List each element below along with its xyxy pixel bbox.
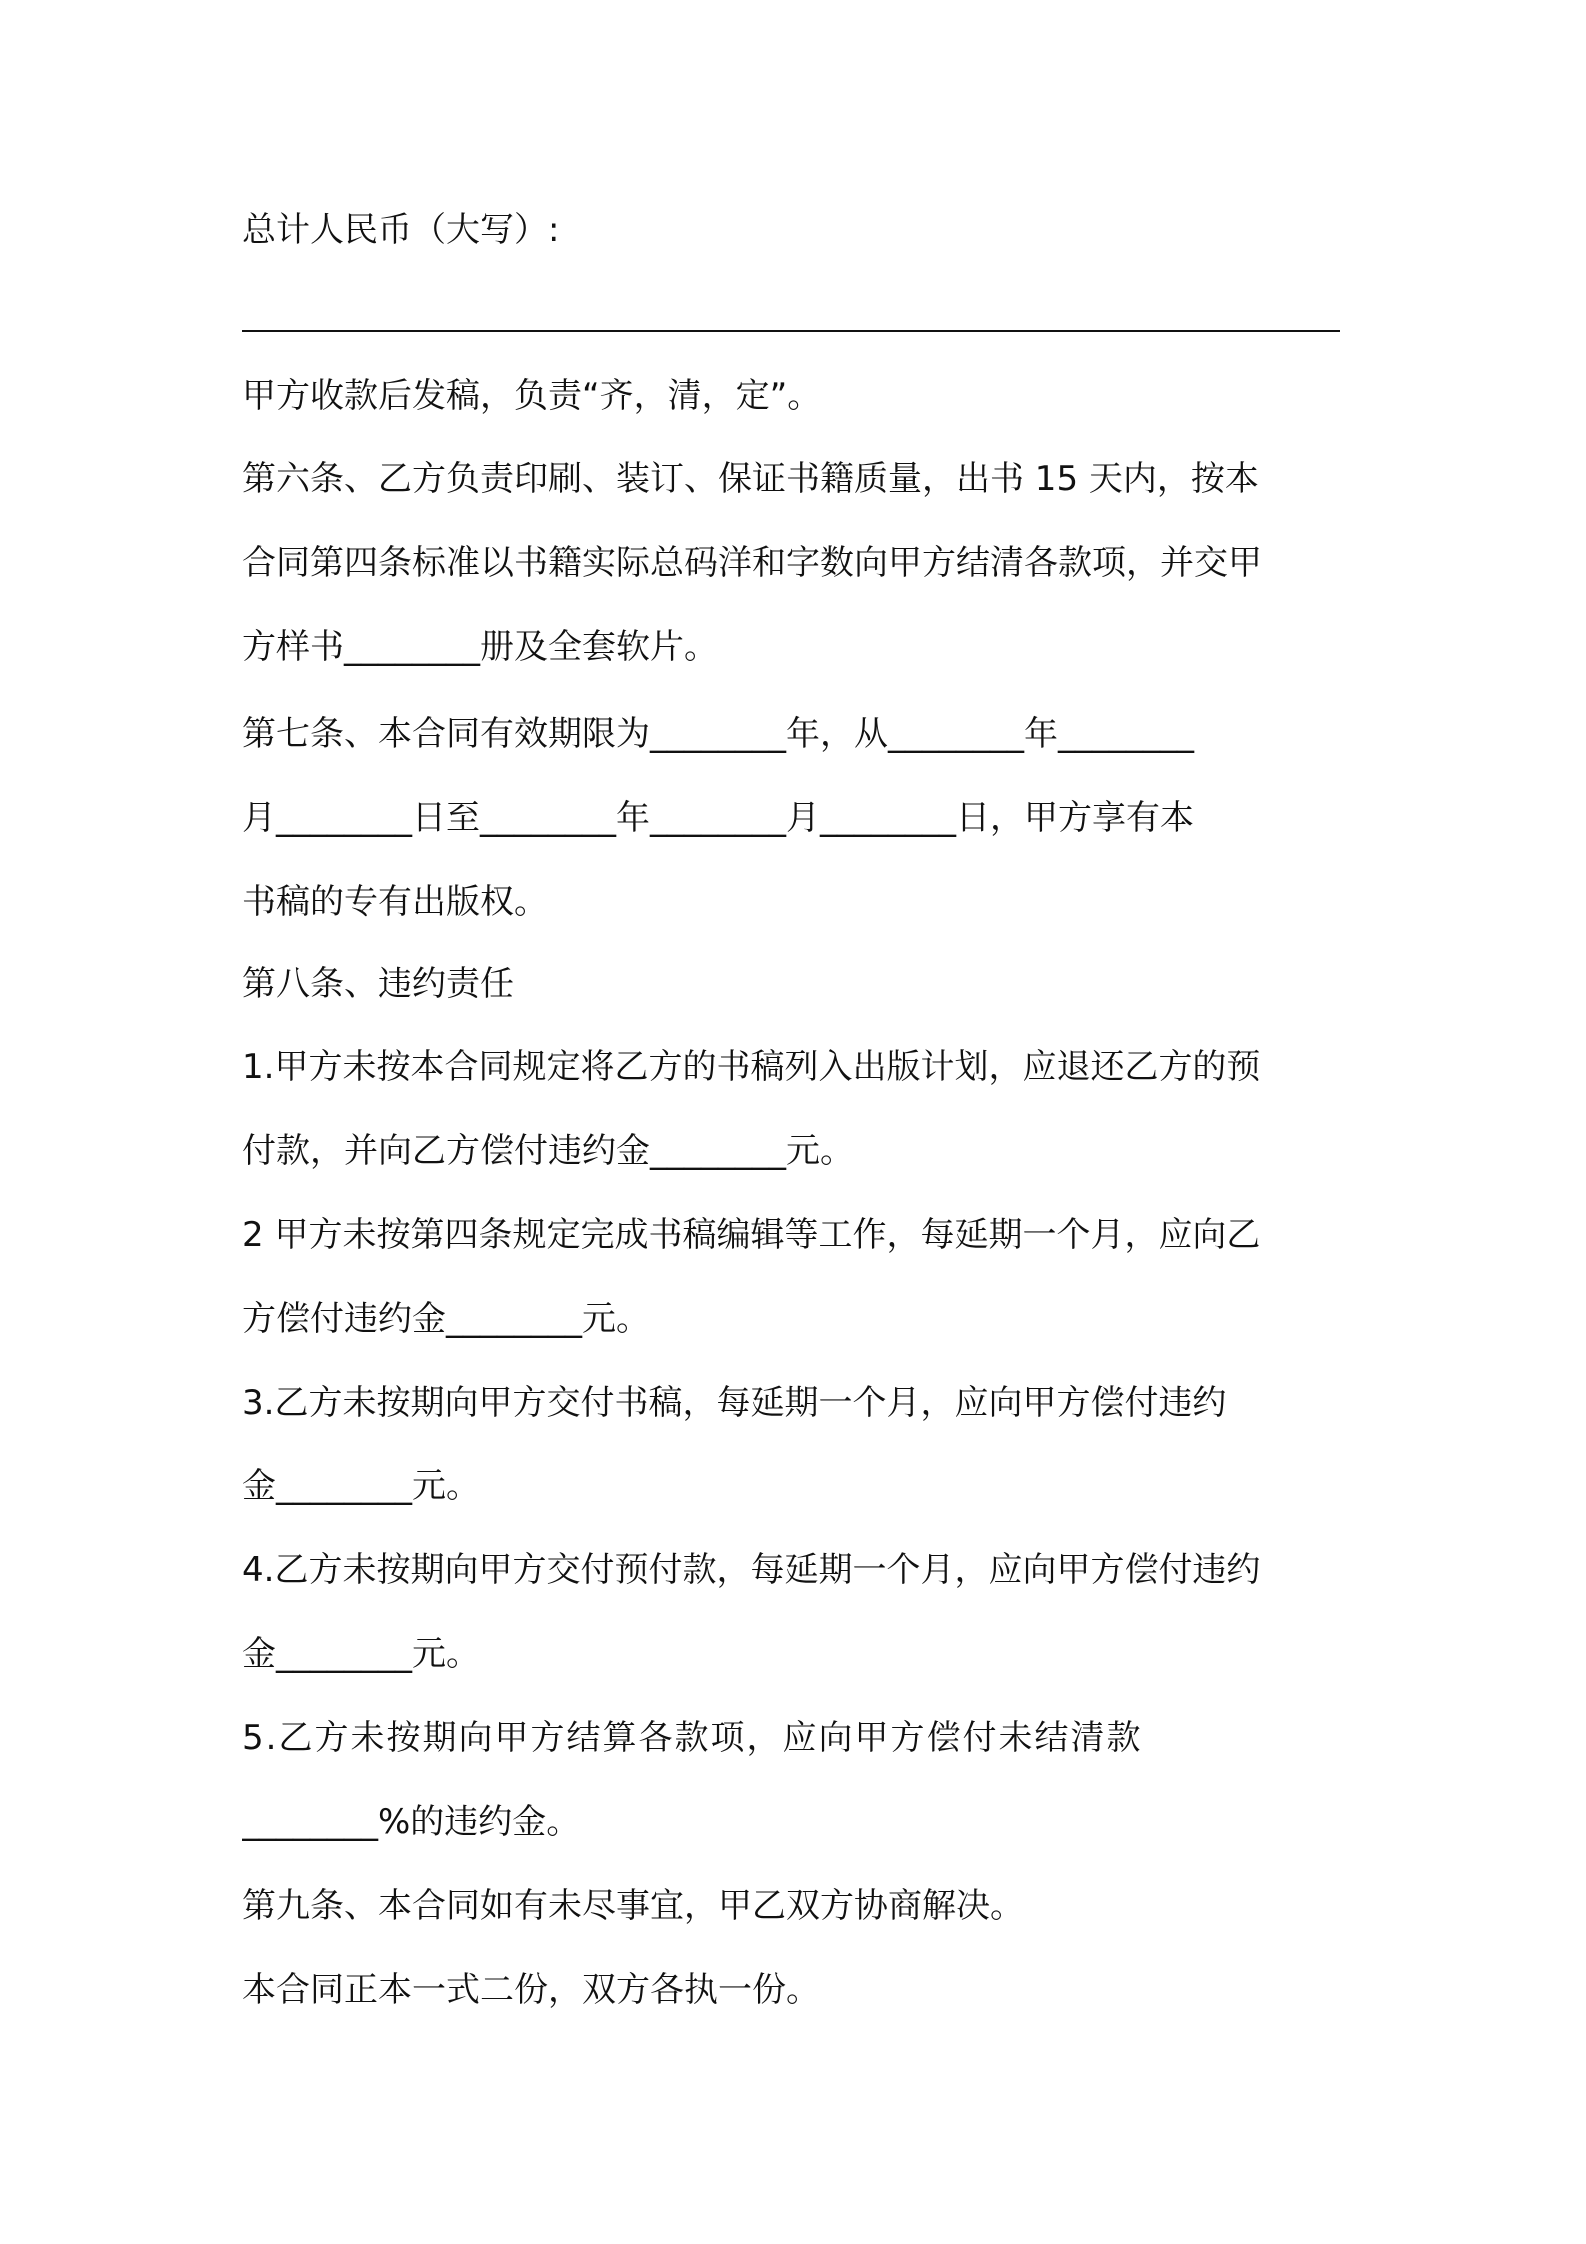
text-line-article-7-part-1: 第七条、本合同有效期限为________年，从________年________ [242,714,1194,754]
text-line-clause-2-part-1: 2 甲方未按第四条规定完成书稿编辑等工作，每延期一个月，应向乙 [242,1215,1261,1255]
text-line-clause-1-part-1: 1.甲方未按本合同规定将乙方的书稿列入出版计划，应退还乙方的预 [242,1047,1261,1087]
text-line-clause-4-part-2: 金________元。 [242,1634,480,1674]
text-line-clause-5-part-2: ________%的违约金。 [242,1802,581,1842]
text-line-article-6-part-3: 方样书________册及全套软片。 [242,627,718,667]
text-line-total-amount-label: 总计人民币（大写）: [242,210,560,250]
text-line-clause-5-part-1: 5.乙方未按期向甲方结算各款项，应向甲方偿付未结清款 [242,1718,1143,1758]
text-line-delivery-note: 甲方收款后发稿，负责“齐，清，定”。 [242,376,822,416]
text-line-clause-4-part-1: 4.乙方未按期向甲方交付预付款，每延期一个月，应向甲方偿付违约 [242,1550,1261,1590]
text-line-clause-1-part-2: 付款，并向乙方偿付违约金________元。 [242,1131,854,1171]
text-line-copies-note: 本合同正本一式二份，双方各执一份。 [242,1970,820,2010]
text-line-article-7-part-2: 月________日至________年________月________日，甲方享有本 [242,798,1194,838]
text-line-article-9: 第九条、本合同如有未尽事宜，甲乙双方协商解决。 [242,1886,1024,1926]
text-line-article-7-part-3: 书稿的专有出版权。 [242,882,548,922]
text-line-article-8-heading: 第八条、违约责任 [242,964,514,1004]
text-line-article-6-part-2: 合同第四条标准以书籍实际总码洋和字数向甲方结清各款项，并交甲 [242,543,1262,583]
text-line-clause-2-part-2: 方偿付违约金________元。 [242,1299,650,1339]
text-line-article-6-part-1: 第六条、乙方负责印刷、装订、保证书籍质量，出书 15 天内，按本 [242,459,1259,499]
text-line-clause-3-part-1: 3.乙方未按期向甲方交付书稿，每延期一个月，应向甲方偿付违约 [242,1383,1227,1423]
text-line-clause-3-part-2: 金________元。 [242,1466,480,1506]
blank-underline-amount [242,330,1340,332]
